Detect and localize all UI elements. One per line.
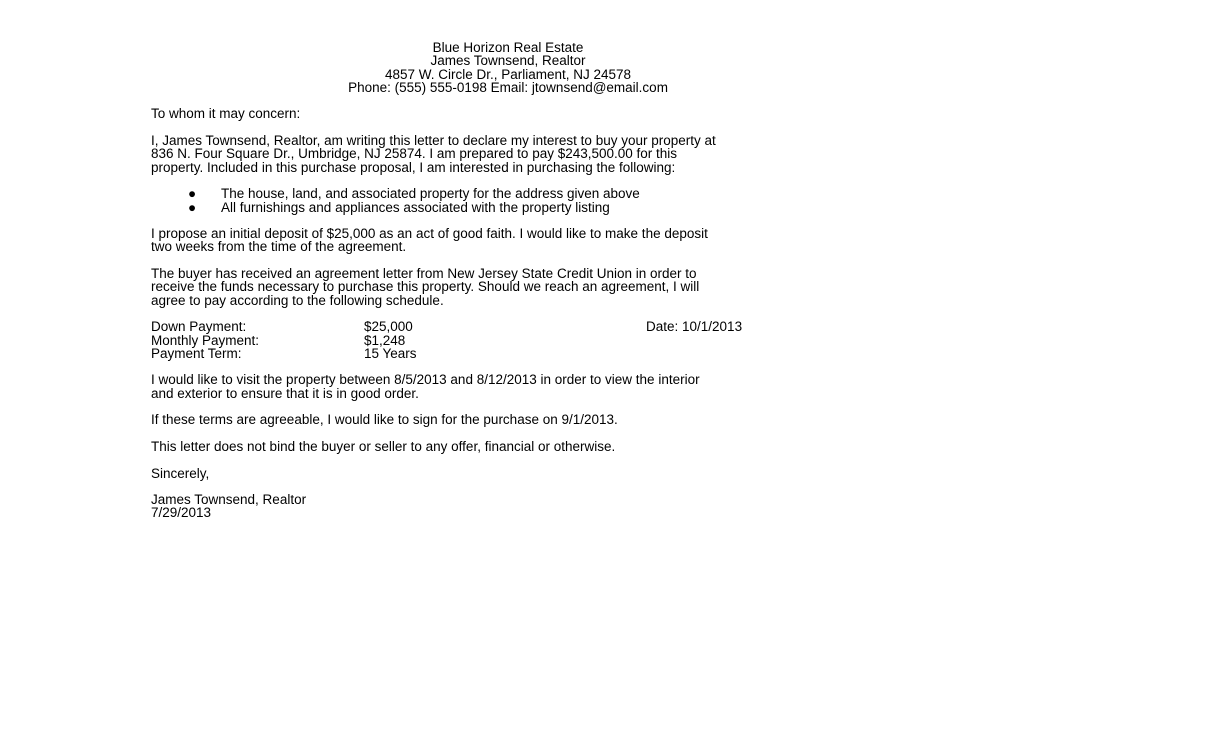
disclaimer-paragraph: This letter does not bind the buyer or seller to any offer, financial or otherwise. xyxy=(151,438,616,454)
company-name: Blue Horizon Real Estate xyxy=(432,40,584,55)
visit-paragraph xyxy=(151,373,1081,400)
spacer xyxy=(151,453,1081,466)
deposit-paragraph xyxy=(151,227,1081,254)
deposit-line: two weeks from the time of the agreement. xyxy=(151,239,407,255)
agent-name: James Townsend, Realtor xyxy=(430,53,586,69)
sign-paragraph: If these terms are agreeable, I would like to sign for the purchase on 9/1/2013. xyxy=(151,412,618,428)
list-item xyxy=(151,187,1081,200)
purchase-items-list xyxy=(151,187,1081,214)
spacer xyxy=(151,360,1081,373)
list-item xyxy=(151,201,1081,214)
down-payment-value: $25,000 xyxy=(364,319,413,335)
financing-line: The buyer has received an agreement letter from New Jersey State Credit Union in order to xyxy=(151,266,697,282)
list-item-text: All furnishings and appliances associated with the property listing xyxy=(221,199,610,215)
intro-line: property. Included in this purchase proposal, I am interested in purchasing the following: xyxy=(151,159,676,175)
financing-paragraph xyxy=(151,267,1081,307)
bullet-icon: ● xyxy=(188,186,197,202)
spacer xyxy=(151,307,1081,320)
intro-paragraph xyxy=(151,134,1081,174)
bullet-icon: ● xyxy=(188,199,197,215)
spacer xyxy=(151,480,1081,493)
spacer xyxy=(151,121,1081,134)
signature-date: 7/29/2013 xyxy=(151,505,212,521)
spacer xyxy=(151,254,1081,267)
spacer xyxy=(151,427,1081,440)
spacer xyxy=(151,400,1081,413)
letter-page xyxy=(151,41,1081,520)
closing: Sincerely, xyxy=(151,465,210,481)
payment-term-label: Payment Term: xyxy=(151,345,242,361)
financing-line: receive the funds necessary to purchase this property. Should we reach an agreement, I will xyxy=(151,279,700,295)
list-item-text: The house, land, and associated property for the address given above xyxy=(221,186,640,202)
intro-line: I, James Townsend, Realtor, am writing this letter to declare my interest to buy your property at xyxy=(151,133,716,149)
salutation: To whom it may concern: xyxy=(151,106,301,122)
payment-terms xyxy=(151,320,1081,360)
deposit-line: I propose an initial deposit of $25,000 as an act of good faith. I would like to make the deposit xyxy=(151,226,708,242)
monthly-payment-label: Monthly Payment: xyxy=(151,332,260,348)
spacer xyxy=(151,214,1081,227)
visit-line: and exterior to ensure that it is in good order. xyxy=(151,385,419,401)
agent-contact: Phone: (555) 555-0198 Email: jtownsend@email.com xyxy=(348,79,668,95)
spacer xyxy=(151,174,1081,187)
visit-line: I would like to visit the property between 8/5/2013 and 8/12/2013 in order to view the interior xyxy=(151,372,700,388)
spacer xyxy=(151,94,1081,107)
agent-address: 4857 W. Circle Dr., Parliament, NJ 24578 xyxy=(384,66,632,82)
signature-block xyxy=(151,493,1081,520)
payment-date: Date: 10/1/2013 xyxy=(646,319,743,335)
letterhead xyxy=(151,41,865,94)
signature-name: James Townsend, Realtor xyxy=(151,492,307,508)
financing-line: agree to pay according to the following schedule. xyxy=(151,292,444,308)
down-payment-label: Down Payment: xyxy=(151,319,247,335)
intro-line: 836 N. Four Square Dr., Umbridge, NJ 25874. I am prepared to pay $243,500.00 for this xyxy=(151,146,678,162)
monthly-payment-value: $1,248 xyxy=(364,332,406,348)
payment-term-value: 15 Years xyxy=(364,345,417,361)
